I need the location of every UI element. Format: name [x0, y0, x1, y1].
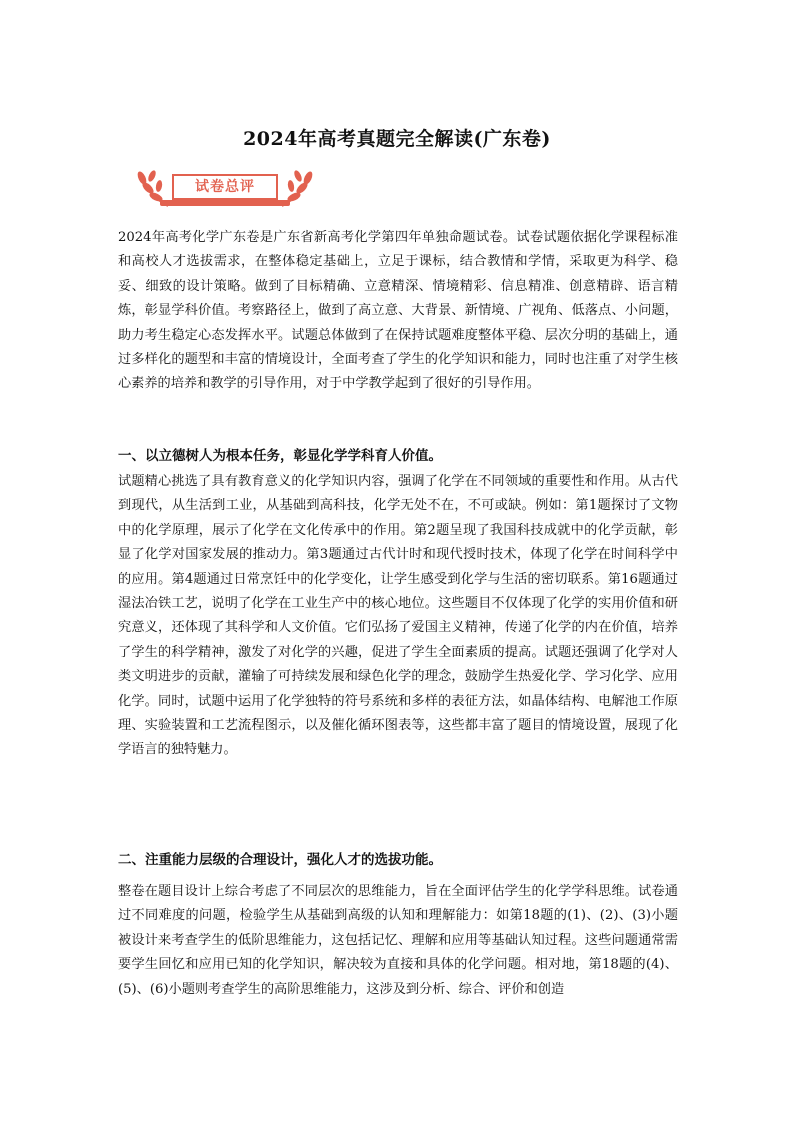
- section1-heading: 一、以立德树人为根本任务，彰显化学学科育人价值。: [118, 448, 442, 464]
- section-banner: [132, 166, 318, 210]
- section1-paragraph: [118, 470, 678, 763]
- page-title: 2024年高考真题完全解读(广东卷): [243, 128, 551, 150]
- section2-text: 整卷在题目设计上综合考虑了不同层次的思维能力，旨在全面评估学生的化学学科思维。试卷通过不同难度的问题，检验学生从基础到高级的认知和理解能力：如第18题的(1)、(2)、(3)小题被设计来考查学生的低阶思维能力，这包括记忆、理解和应用等基础认知过程。这些问题通常需要学生回忆和应用已知的化学知识，解决较为直接和具体的化学问题。相对地，第18题的(4)、(5)、(6)小题则考查学生的高阶思维能力，这涉及到分析、综合、评价和创造: [118, 884, 678, 997]
- intro-text: 2024年高考化学广东卷是广东省新高考化学第四年单独命题试卷。试卷试题依据化学课程标准和高校人才选拔需求，在整体稳定基础上，立足于课标，结合教情和学情，采取更为科学、稳妥、细致的设计策略。做到了目标精确、立意精深、情境精彩、信息精准、创意精辟、语言精炼，彰显学科价值。考察路径上，做到了高立意、大背景、新情境、广视角、低落点、小问题，助力考生稳定心态发挥水平。试题总体做到了在保持试题难度整体平稳、层次分明的基础上，通过多样化的题型和丰富的情境设计，全面考查了学生的化学知识和能力，同时也注重了对学生核心素养的培养和教学的引导作用，对于中学教学起到了很好的引导作用。: [118, 230, 678, 392]
- intro-paragraph: [118, 226, 678, 397]
- banner-label: 试卷总评: [172, 174, 278, 200]
- section2-heading: 二、注重能力层级的合理设计，强化人才的选拔功能。: [118, 852, 442, 868]
- section1-text: 试题精心挑选了具有教育意义的化学知识内容，强调了化学在不同领域的重要性和作用。从古代到现代，从生活到工业，从基础到高科技，化学无处不在，不可或缺。例如：第1题探讨了文物中的化学原理，展示了化学在文化传承中的作用。第2题呈现了我国科技成就中的化学贡献，彰显了化学对国家发展的推动力。第3题通过古代计时和现代授时技术，体现了化学在时间科学中的应用。第4题通过日常烹饪中的化学变化，让学生感受到化学与生活的密切联系。第16题通过湿法冶铁工艺，说明了化学在工业生产中的核心地位。这些题目不仅体现了化学的实用价值和研究意义，还体现了其科学和人文价值。它们弘扬了爱国主义精神，传递了化学的内在价值，培养了学生的科学精神，激发了对化学的兴趣，促进了学生全面素质的提高。试题还强调了化学对人类文明进步的贡献，灌输了可持续发展和绿色化学的理念，鼓励学生热爱化学、学习化学、应用化学。同时，试题中运用了化学独特的符号系统和多样的表征方法，如晶体结构、电解池工作原理、实验装置和工艺流程图示，以及催化循环图表等，这些都丰富了题目的情境设置，展现了化学语言的独特魅力。: [118, 474, 678, 758]
- section2-paragraph: [118, 880, 678, 1002]
